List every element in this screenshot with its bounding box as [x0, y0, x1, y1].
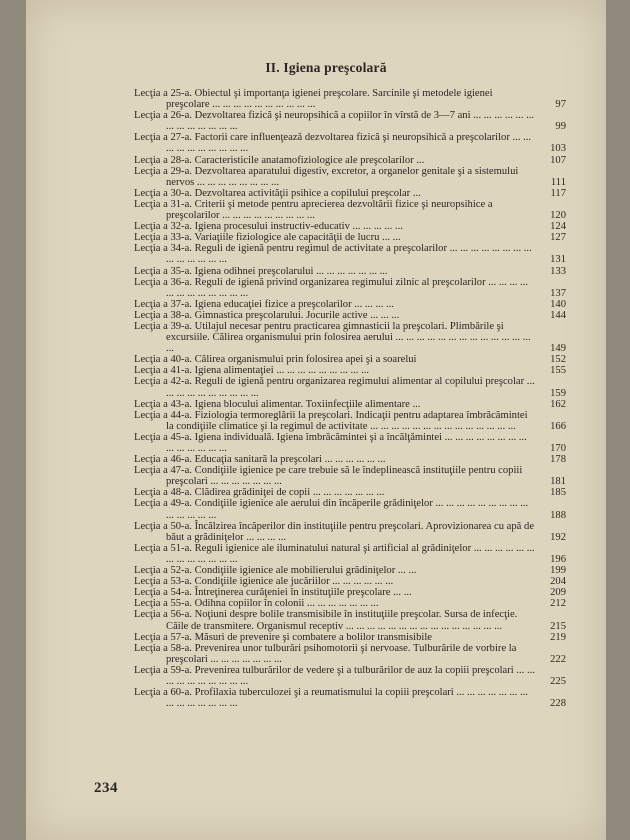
toc-entry-page: 222 — [550, 653, 566, 665]
toc-entry-title: Lecţia a 52-a. Condiţiile igienice ale mobilierului grădiniţelor ... ... — [134, 565, 417, 577]
toc-entry-title: Lecţia a 28-a. Caracteristicile anatamofiziologice ale preşcolarilor ... — [134, 154, 425, 166]
toc-entry — [134, 632, 566, 643]
toc-entry — [134, 454, 566, 465]
toc-entry — [134, 576, 566, 587]
toc-entry-page: 209 — [550, 587, 566, 599]
toc-entry-title: Lecţia a 59-a. Prevenirea tulburărilor de vedere şi a tulburărilor de auz la copiii preşcolari ... ... ... ... ... ... ... ... ... ... — [134, 664, 535, 687]
toc-entry-title: Lecţia a 58-a. Prevenirea unor tulburări psihomotorii şi nervoase. Tulburările de vorbire la preşcolari ... ... ... ... ... ... ... — [134, 642, 517, 665]
section-title: II. Igiena preşcolară — [265, 60, 387, 75]
toc-entry-title: Lecţia a 42-a. Reguli de igienă pentru organizarea regimului alimentar al copilului preşcolar ... ... ... ... ... ... ... ... ... ... — [134, 376, 535, 399]
toc-entry-page: 140 — [550, 298, 566, 310]
toc-entry — [134, 687, 566, 709]
toc-entry-title: Lecţia a 33-a. Variaţiile fiziologice ale capacităţii de lucru ... ... — [134, 232, 401, 244]
toc-entry — [134, 277, 566, 299]
toc-entry-title: Lecţia a 40-a. Călirea organismului prin folosirea apei şi a soarelui — [134, 354, 417, 366]
toc-entry-title: Lecţia a 44-a. Fiziologia termoreglării la preşcolari. Indicaţii pentru adaptarea îmbrăcămintei la condiţiile climatice şi la regimul de activitate ... ... ... ... ... ... ... ... ... ... ... ... ... ... — [134, 409, 528, 432]
table-of-contents — [134, 88, 566, 709]
toc-entry — [134, 498, 566, 520]
toc-entry — [134, 410, 566, 432]
toc-entry — [134, 465, 566, 487]
toc-entry-title: Lecţia a 31-a. Criterii şi metode pentru aprecierea dezvoltării fizice şi neuropsihice a preşcolarilor ... ... ... ... ... ... ... ... ... — [134, 198, 493, 222]
toc-entry — [134, 155, 566, 166]
toc-entry — [134, 487, 566, 498]
toc-entry-title: Lecţia a 53-a. Condiţiile igienice ale jucăriilor ... ... ... ... ... ... — [134, 576, 394, 588]
toc-entry — [134, 565, 566, 576]
toc-entry — [134, 221, 566, 232]
toc-entry-title: Lecţia a 27-a. Factorii care influenţează dezvoltarea fizică şi neuropsihică a preşcolarilor ... ... ... ... ... ... ... ... ... ... — [134, 132, 532, 155]
toc-entry-page: 162 — [550, 398, 566, 410]
toc-entry-page: 170 — [550, 443, 566, 454]
toc-entry-page: 185 — [550, 487, 566, 499]
toc-entry — [134, 299, 566, 310]
toc-entry — [134, 432, 566, 454]
toc-entry-title: Lecţia a 45-a. Igiena individuală. Igiena îmbrăcămintei şi a încălţămintei ... ... ... ... ... ... ... ... ... ... ... ... ... ... — [134, 431, 527, 454]
toc-entry-page: 120 — [550, 210, 566, 222]
toc-entry-page: 166 — [550, 420, 566, 432]
toc-entry-page: 155 — [550, 365, 566, 377]
toc-entry-page: 152 — [550, 354, 566, 366]
toc-entry-page: 181 — [550, 476, 566, 488]
toc-entry-page: 97 — [555, 99, 566, 111]
toc-entry-title: Lecţia a 37-a. Igiena educaţiei fizice a preşcolarilor ... ... ... ... — [134, 298, 395, 310]
toc-entry-page: 103 — [550, 143, 566, 155]
toc-entry-title: Lecţia a 36-a. Reguli de igienă privind organizarea regimului zilnic al preşcolarilor ... ... ... ... ... ... ... ... ... ... ... ... — [134, 276, 528, 299]
toc-entry-page: 144 — [550, 309, 566, 321]
toc-entry — [134, 598, 566, 609]
toc-entry-page: 215 — [550, 620, 566, 632]
toc-entry-title: Lecţia a 54-a. Întreţinerea curăţeniei în instituţiile preşcolare ... ... — [134, 587, 412, 599]
toc-entry-page: 137 — [550, 287, 566, 299]
toc-entry-page: 212 — [550, 598, 566, 610]
toc-entry-title: Lecţia a 38-a. Gimnastica preşcolarului. Jocurile active ... ... ... — [134, 309, 400, 321]
toc-entry — [134, 110, 566, 132]
toc-entry — [134, 665, 566, 687]
toc-entry-page: 228 — [550, 698, 566, 710]
toc-entry — [134, 166, 566, 188]
toc-entry-title: Lecţia a 35-a. Igiena odihnei preşcolarului ... ... ... ... ... ... ... — [134, 265, 388, 277]
toc-entry-title: Lecţia a 34-a. Reguli de igienă pentru regimul de activitate a preşcolarilor ... ... ... ... ... ... ... ... ... ... ... ... ... ... — [134, 243, 532, 266]
toc-entry — [134, 199, 566, 221]
toc-entry — [134, 232, 566, 243]
toc-entry-page: 204 — [550, 576, 566, 588]
toc-entry-page: 199 — [550, 565, 566, 577]
toc-entry-title: Lecţia a 57-a. Măsuri de prevenire şi combatere a bolilor transmisibile — [134, 631, 432, 643]
toc-entry — [134, 587, 566, 598]
toc-entry-title: Lecţia a 43-a. Igiena blocului alimentar. Toxiinfecţiile alimentare ... — [134, 398, 421, 410]
toc-entry-title: Lecţia a 50-a. Încălzirea încăperilor din instituţiile pentru preşcolari. Aprovizionarea cu apă de băut a grădiniţelor ... ... ... ... — [134, 520, 535, 543]
toc-entry-title: Lecţia a 30-a. Dezvoltarea activităţii psihice a copilului preşcolar ... — [134, 187, 421, 199]
toc-entry-title: Lecţia a 41-a. Igiena alimentaţiei ... ... ... ... ... ... ... ... ... — [134, 365, 370, 377]
toc-entry-title: Lecţia a 46-a. Educaţia sanitară la preşcolari ... ... ... ... ... ... — [134, 454, 386, 466]
toc-entry-title: Lecţia a 51-a. Reguli igienice ale iluminatului natural şi artificial al grădiniţelor ... ... ... ... ... ... ... ... ... ... ... ... ... — [134, 542, 535, 565]
toc-entry — [134, 354, 566, 365]
toc-entry — [134, 365, 566, 376]
toc-entry-title: Lecţia a 47-a. Condiţiile igienice pe care trebuie să le îndeplinească instituţiile pentru copiii preşcolari ... ... ... ... ... ... ... — [134, 465, 523, 488]
toc-entry-title: Lecţia a 26-a. Dezvoltarea fizică şi neuropsihică a copiilor în vîrstă de 3—7 ani ... ... ... ... ... ... ... ... ... ... ... ... ... — [134, 110, 535, 133]
toc-entry-page: 192 — [550, 531, 566, 543]
toc-entry — [134, 543, 566, 565]
toc-entry-page: 107 — [550, 154, 566, 166]
toc-entry — [134, 643, 566, 665]
toc-entry-title: Lecţia a 39-a. Utilajul necesar pentru practicarea gimnasticii la preşcolari. Plimbările şi excursiile. Călirea organismului prin folosirea aerului ... ... ... ... ... ... ... ... ... ... ... ... ... ... — [134, 320, 531, 355]
toc-entry — [134, 310, 566, 321]
toc-entry-page: 225 — [550, 675, 566, 687]
toc-entry — [134, 266, 566, 277]
toc-entry-page: 127 — [550, 232, 566, 244]
toc-entry-title: Lecţia a 56-a. Noţiuni despre bolile transmisibile în instituţiile preşcolar. Sursa de infecţie. Căile de transmitere. Organismul receptiv ... ... ... ... ... ... ... ... ... ... ... ... ... ... ... — [134, 609, 518, 632]
toc-entry-page: 178 — [550, 454, 566, 466]
toc-entry-title: Lecţia a 48-a. Clădirea grădiniţei de copii ... ... ... ... ... ... ... — [134, 487, 385, 499]
toc-entry-page: 124 — [550, 221, 566, 233]
toc-entry-title: Lecţia a 55-a. Odihna copiilor în colonii ... ... ... ... ... ... ... — [134, 598, 379, 610]
toc-entry-page: 133 — [550, 265, 566, 277]
toc-entry-page: 131 — [550, 254, 566, 266]
toc-entry — [134, 609, 566, 631]
toc-entry — [134, 243, 566, 265]
toc-entry-page: 188 — [550, 509, 566, 521]
toc-entry-page: 99 — [555, 121, 566, 133]
toc-entry — [134, 132, 566, 154]
toc-entry-page: 149 — [550, 343, 566, 355]
toc-entry-page: 159 — [550, 387, 566, 399]
toc-entry-page: 219 — [550, 631, 566, 643]
toc-entry-title: Lecţia a 60-a. Profilaxia tuberculozei şi a reumatismului la copiii preşcolari ... ... ... ... ... ... ... ... ... ... ... ... ... ... — [134, 687, 528, 710]
toc-entry — [134, 321, 566, 354]
toc-entry-title: Lecţia a 32-a. Igiena procesului instructiv-educativ ... ... ... ... ... — [134, 221, 403, 233]
toc-entry-title: Lecţia a 29-a. Dezvoltarea aparatului digestiv, excretor, a organelor genitale şi a sistemului nervos ... ... ... ... ... ... ... ... — [134, 165, 519, 188]
toc-entry — [134, 399, 566, 410]
toc-entry-title: Lecţia a 49-a. Condiţiile igienice ale aerului din încăperile grădiniţelor ... ... ... ... ... ... ... ... ... ... ... ... ... ... — [134, 498, 529, 521]
page-number: 234 — [94, 780, 118, 796]
toc-entry-page: 117 — [550, 187, 566, 199]
toc-entry — [134, 188, 566, 199]
toc-entry-page: 196 — [550, 553, 566, 565]
book-page — [26, 0, 606, 840]
toc-entry — [134, 376, 566, 398]
toc-entry-title: Lecţia a 25-a. Obiectul şi importanţa igienei preşcolare. Sarcinile şi metodele igienei preşcolare ... ... ... ... ... ... ... ... ... ... — [134, 88, 493, 111]
toc-entry — [134, 88, 566, 110]
toc-entry — [134, 521, 566, 543]
toc-entry-page: 111 — [550, 176, 566, 188]
